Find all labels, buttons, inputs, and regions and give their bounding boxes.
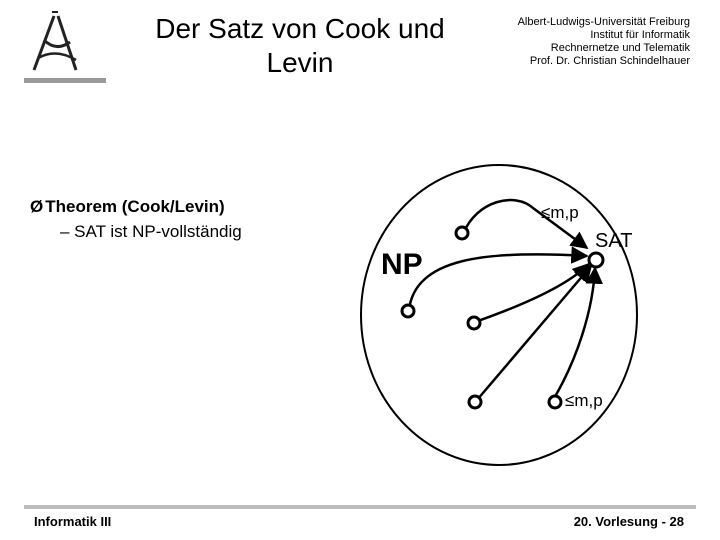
sat-label: SAT — [595, 230, 633, 252]
reduction-arrow — [475, 264, 589, 322]
logo-icon — [24, 8, 106, 84]
university-line-3: Rechnernetze und Telematik — [550, 42, 690, 54]
university-line-1: Albert-Ludwigs-Universität Freiburg — [517, 16, 690, 28]
theorem-text: Theorem (Cook/Levin) — [45, 197, 225, 216]
reduction-arrow — [477, 266, 591, 400]
sat-node — [589, 253, 603, 267]
problem-node — [549, 396, 561, 408]
problem-node — [402, 305, 414, 317]
university-logo — [24, 8, 106, 84]
theorem-bullet — [30, 196, 242, 218]
np-label: NP — [381, 248, 423, 281]
slide-content — [30, 196, 242, 244]
reduction-label-top: ≤m,p — [541, 203, 579, 222]
problem-node — [468, 317, 480, 329]
problem-node — [469, 396, 481, 408]
reduction-label-bottom: ≤m,p — [565, 391, 603, 410]
footer-divider — [24, 505, 696, 509]
problem-node — [456, 227, 468, 239]
subpoint-text: – SAT ist NP-vollständig — [60, 222, 242, 241]
logo-underline — [24, 78, 106, 83]
university-line-2: Institut für Informatik — [590, 29, 690, 41]
bullet-arrow-icon: Ø — [30, 197, 44, 216]
university-line-4: Prof. Dr. Christian Schindelhauer — [529, 55, 690, 67]
footer-page-number: 20. Vorlesung - 28 — [573, 514, 684, 529]
page-title: Der Satz von Cook und Levin — [155, 13, 445, 78]
university-info — [450, 16, 690, 68]
footer-course: Informatik III — [34, 514, 112, 529]
reduction-diagram — [355, 150, 655, 480]
